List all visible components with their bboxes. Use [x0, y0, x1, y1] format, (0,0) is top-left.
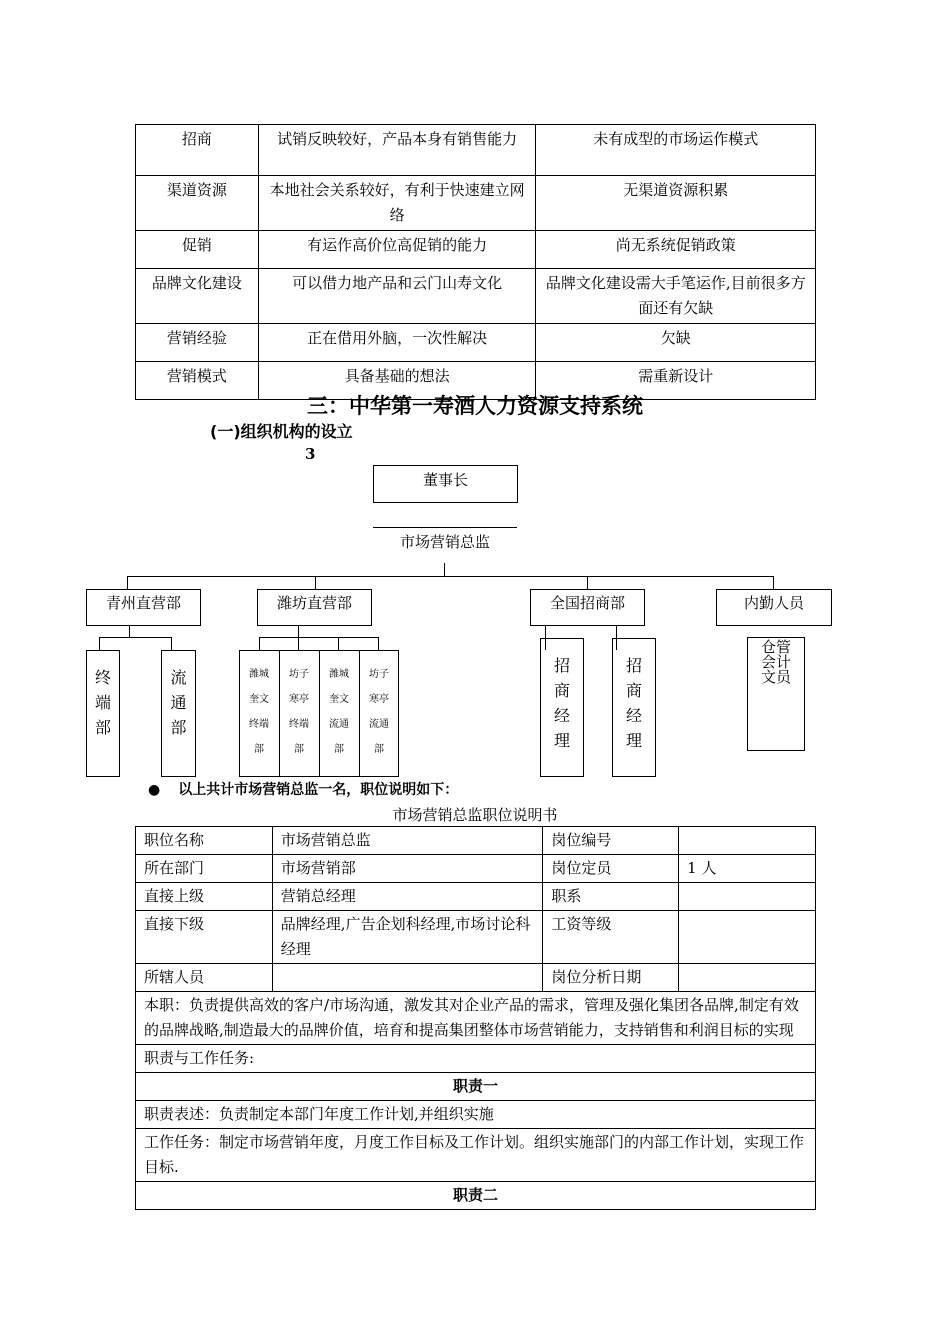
- table-cell: 营销经验: [136, 324, 259, 362]
- duty1-desc: 职责表述：负责制定本部门年度工作计划,并组织实施: [136, 1101, 816, 1129]
- duty2-title: 职责二: [136, 1182, 816, 1210]
- table-cell: 直接下级: [136, 911, 273, 964]
- org-sub-label: 招商经理: [553, 656, 570, 750]
- connector: [315, 576, 316, 589]
- org-sub-zhaoshang-2: [612, 638, 656, 777]
- table-cell: 品牌经理,广告企划科经理,市场讨论科经理: [272, 911, 543, 964]
- table-row: [136, 269, 816, 324]
- table-cell: 欠缺: [536, 324, 816, 362]
- table-cell: 工资等级: [543, 911, 679, 964]
- table-cell: 促销: [136, 231, 259, 269]
- org-sub-zhaoshang-1: [540, 638, 584, 777]
- table-cell: 职位名称: [136, 827, 273, 855]
- table-cell: [679, 883, 816, 911]
- duty1-task: 工作任务：制定市场营销年度，月度工作目标及工作计划。组织实施部门的内部工作计划，实现工作目标.: [136, 1129, 816, 1182]
- org-sub-label: 招商经理: [625, 656, 642, 750]
- table-row: [136, 1073, 816, 1101]
- table-cell: 未有成型的市场运作模式: [536, 125, 816, 176]
- table-row: [136, 176, 816, 231]
- table-cell: 市场营销部: [272, 855, 543, 883]
- connector: [127, 576, 774, 577]
- connector: [298, 626, 299, 637]
- table-cell: 无渠道资源积累: [536, 176, 816, 231]
- connector: [279, 650, 280, 777]
- org-sub-label: 仓管会计文员: [760, 638, 791, 686]
- org-sub-qingzhou-liutong: [161, 650, 196, 777]
- org-sub-label: 流通部: [170, 668, 187, 737]
- table-cell: 具备基础的想法: [258, 362, 536, 400]
- table-cell: 市场营销总监: [272, 827, 543, 855]
- connector: [129, 626, 130, 637]
- table-cell: 尚无系统促销政策: [536, 231, 816, 269]
- org-sub-label: 坊子寒亭流通部: [369, 669, 389, 755]
- table-cell: 岗位编号: [543, 827, 679, 855]
- org-sub-label: 终端部: [95, 668, 112, 737]
- job-description-caption: 市场营销总监职位说明书: [392, 806, 558, 824]
- connector: [773, 576, 774, 589]
- connector: [99, 637, 100, 650]
- subsection-number: 3: [305, 445, 316, 463]
- table-cell: 品牌文化建设需大手笔运作,目前很多方面还有欠缺: [536, 269, 816, 324]
- section-title: 三：中华第一寿酒人力资源支持系统: [307, 394, 643, 418]
- org-sub-label: 潍城奎文终端部: [249, 669, 269, 755]
- table-row: [136, 964, 816, 992]
- table-cell: 所辖人员: [136, 964, 273, 992]
- table-cell: 试销反映较好，产品本身有销售能力: [258, 125, 536, 176]
- tasks-label: 职责与工作任务:: [136, 1045, 816, 1073]
- table-cell: 所在部门: [136, 855, 273, 883]
- org-dept-zhaoshang: 全国招商部: [530, 589, 645, 626]
- org-dept-neiqin: 内勤人员: [716, 589, 832, 626]
- table-row: [136, 125, 816, 176]
- table-cell: 营销模式: [136, 362, 259, 400]
- subsection-title: (一)组织机构的设立: [210, 422, 353, 441]
- connector: [338, 637, 339, 650]
- org-sub-weifang-4: [366, 650, 392, 762]
- bullet-note: [148, 779, 458, 799]
- table-row: [136, 1182, 816, 1210]
- table-cell: 职系: [543, 883, 679, 911]
- duty-main: 本职：负责提供高效的客户/市场沟通，激发其对企业产品的需求，管理及强化集团各品牌,制定有效的品牌战略,制造最大的品牌价值，培育和提高集团整体市场营销能力，支持销售和利润目标的实现: [136, 992, 816, 1045]
- org-sub-weifang-3: [326, 650, 352, 762]
- table-cell: [272, 964, 543, 992]
- connector: [298, 637, 299, 650]
- org-sub-weifang-2: [286, 650, 312, 762]
- org-sub-label: 坊子寒亭终端部: [289, 669, 309, 755]
- connector: [587, 576, 588, 589]
- connector: [259, 637, 378, 638]
- table-row: [136, 855, 816, 883]
- connector: [373, 527, 517, 528]
- table-cell: 有运作高价位高促销的能力: [258, 231, 536, 269]
- swot-table: [135, 124, 816, 400]
- org-dept-weifang: 潍坊直营部: [257, 589, 372, 626]
- org-dept-qingzhou: 青州直营部: [86, 589, 201, 626]
- table-row: [136, 827, 816, 855]
- bullet-text: 以上共计市场营销总监一名，职位说明如下：: [178, 782, 459, 798]
- connector: [171, 637, 172, 650]
- job-description-table: [135, 826, 816, 1210]
- table-cell: 岗位定员: [543, 855, 679, 883]
- connector: [359, 650, 360, 777]
- table-row: [136, 231, 816, 269]
- table-row: [136, 324, 816, 362]
- connector: [99, 637, 171, 638]
- connector: [319, 650, 320, 777]
- table-cell: 招商: [136, 125, 259, 176]
- duty1-title: 职责一: [136, 1073, 816, 1101]
- table-cell: 品牌文化建设: [136, 269, 259, 324]
- connector: [259, 637, 260, 650]
- table-row: [136, 911, 816, 964]
- table-cell: 需重新设计: [536, 362, 816, 400]
- table-row: [136, 992, 816, 1045]
- table-cell: 营销总经理: [272, 883, 543, 911]
- org-director: 市场营销总监: [380, 529, 510, 555]
- table-cell: [679, 964, 816, 992]
- table-cell: [679, 827, 816, 855]
- table-cell: 本地社会关系较好，有利于快速建立网络: [258, 176, 536, 231]
- table-cell: 直接上级: [136, 883, 273, 911]
- table-row: [136, 1101, 816, 1129]
- table-row: [136, 883, 816, 911]
- table-row: [136, 1129, 816, 1182]
- table-cell: 可以借力地产品和云门山寿文化: [258, 269, 536, 324]
- table-cell: 1 人: [679, 855, 816, 883]
- org-sub-weifang-1: [246, 650, 272, 762]
- org-sub-neiqin: [747, 637, 805, 751]
- org-sub-qingzhou-zhongduan: [86, 650, 120, 777]
- connector: [127, 576, 128, 589]
- table-cell: 正在借用外脑，一次性解决: [258, 324, 536, 362]
- org-chairman: 董事长: [373, 465, 518, 503]
- connector: [378, 637, 379, 650]
- org-sub-label: 潍城奎文流通部: [329, 669, 349, 755]
- table-cell: 岗位分析日期: [543, 964, 679, 992]
- connector: [444, 563, 445, 576]
- table-row: [136, 1045, 816, 1073]
- bullet-icon: ●: [148, 782, 161, 798]
- table-cell: [679, 911, 816, 964]
- table-cell: 渠道资源: [136, 176, 259, 231]
